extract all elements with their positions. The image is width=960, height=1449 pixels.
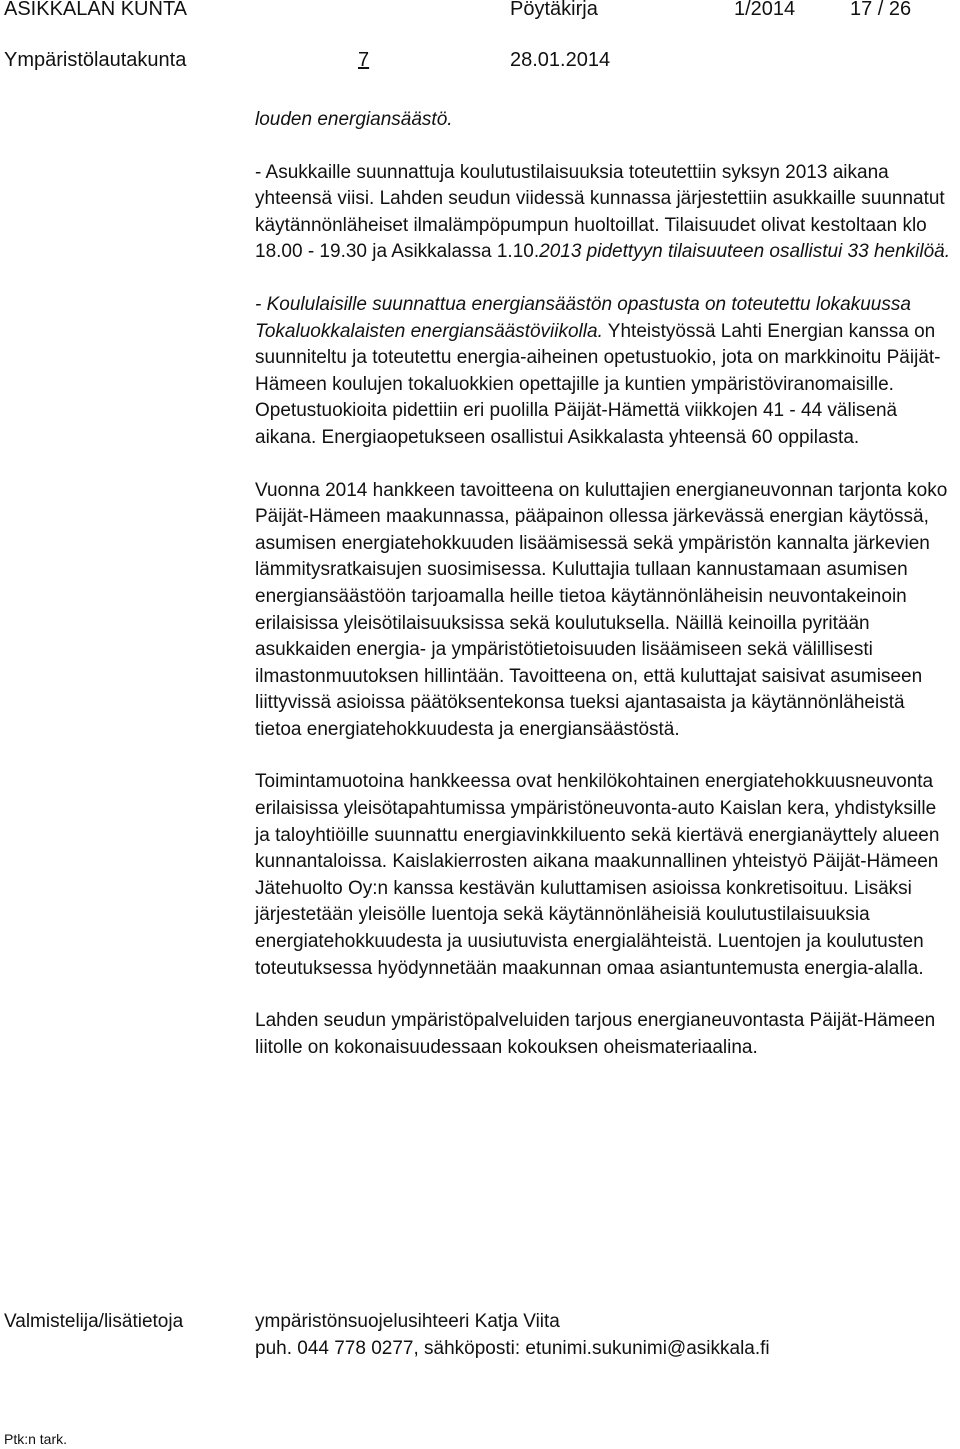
resident-trainings-text: - Asukkaille suunnattuja koulutustilaisuuksia toteutettiin syksyn 2013 aikana yhteensä viisi. Lahden seudun viidessä kunnassa järjestettiin asukkaille suunnatut käytännönläheiset ilmalämpöpumpun huoltoillat. Tilaisuudet olivat kestoltaan klo 18.00 - 19.30 ja Asikkalassa 1.10. [255,161,945,263]
school-guidance-text: Yhteistyössä Lahti Energian kanssa on suunniteltu ja toteutettu energia-aiheinen opetustuokio, jota on markkinoitu Päijät-Hämeen koulujen tokaluokkien opettajille ja kuntien ympäristöviranomaisille. Opetustuokioita pidettiin eri puolilla Päijät-Hämettä viikkojen 41 - 44 välisenä aikana. Energiaopetukseen osallistui Asikkalasta yhteensä 60 oppilasta. [255,320,941,448]
paragraph-school-guidance [255,292,955,452]
paragraph-intro: louden energiansäästö. [255,109,453,130]
municipality-name: ASIKKALAN KUNTA [4,0,188,20]
school-guidance-intro: - Koululaisille suunnattua energiansäästön opastusta on toteutettu lokakuussa Tokaluokkalaisten energiansäästöviikolla. [255,293,911,342]
page-number: 17 / 26 [850,0,912,20]
preparer-contact: puh. 044 778 0277, sähköposti: etunimi.sukunimi@asikkala.fi [255,1337,770,1359]
document-type: Pöytäkirja [510,0,598,20]
paragraph-resident-trainings [255,160,955,266]
preparer-label: Valmistelija/lisätietoja [4,1311,184,1332]
document-number: 1/2014 [734,0,796,20]
meeting-date: 28.01.2014 [510,49,611,71]
paragraph-offer: Lahden seudun ympäristöpalveluiden tarjous energianeuvontasta Päijät-Hämeen liitolle on kokonaisuudessaan kokouksen oheismateriaalina. [255,1010,936,1058]
paragraph-goals-2014: Vuonna 2014 hankkeen tavoitteena on kuluttajien energianeuvonnan tarjonta koko Päijät-Hämeen maakunnassa, pääpainon ollessa järkevässä energian käytössä, asumisen energiatehokkuuden lisäämisessä sekä ympäristön kannalta järkevien lämmitysratkaisujen suosimisessa. Kuluttajia tullaan kannustamaan asumisen energiansäästöön tarjoamalla heille tietoa käytännönläheisin neuvontakeinoin erilaisissa yleisötilaisuuksissa sekä koulutuksella. Näillä keinoilla pyritään asukkaiden energia- ja ympäristötietoisuuden lisäämiseen sekä välillisesti ilmastonmuutoksen hillintään. Tavoitteena on, että kuluttajat saisivat asumiseen liittyvissä asioissa päätöksentekonsa tueksi ajantasaista ja käytännönläheistä tietoa energiatehokkuudesta ja energiansäästöstä. [255,479,948,740]
preparer-info [255,1309,955,1362]
resident-trainings-attendance: 2013 pidettyyn tilaisuuteen osallistui 33 henkilöä. [539,241,951,263]
preparer-name: ympäristönsuojelusihteeri Katja Viita [255,1311,560,1332]
minutes-checker-mark: Ptk:n tark. [4,1431,68,1447]
board-name: Ympäristölautakunta [4,49,187,71]
paragraph-operating-methods: Toimintamuotoina hankkeessa ovat henkilökohtainen energiatehokkuusneuvonta erilaisissa yleisötapahtumissa ympäristöneuvonta-auto Kaislan kera, yhdistyksille ja taloyhtiöille suunnattu energiavinkkiluento sekä kiertävä energianäyttely alueen kunnantaloissa. Kaislakierrosten aikana maakunnallinen yhteistyö Päijät-Hämeen Jätehuolto Oy:n kanssa kestävän kuluttamisen asioissa konkretisoituu. Lisäksi järjestetään yleisölle luentoja sekä käytännönläheisiä koulutustilaisuuksia energiatehokkuudesta ja uusiutuvista energialähteistä. Luentojen ja koulutusten toteutuksessa hyödynnetään maakunnan omaa asiantuntemusta energia-alalla. [255,771,940,979]
document-body [255,107,955,1061]
section-number: 7 [358,49,370,71]
